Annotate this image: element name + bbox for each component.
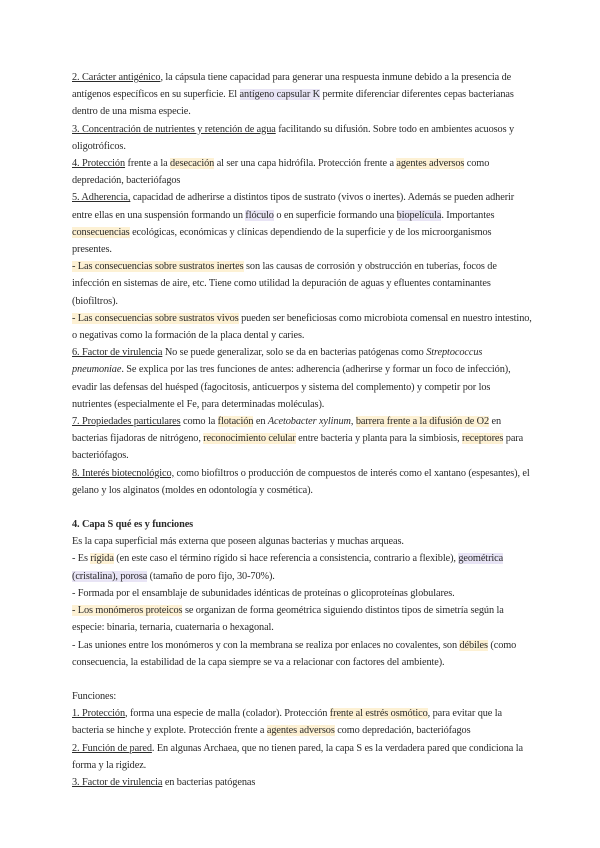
- highlight: receptores: [462, 433, 504, 445]
- highlight: antígeno capsular K: [239, 89, 320, 101]
- highlight: flotación: [217, 416, 254, 428]
- highlight: biopelícula: [396, 209, 442, 221]
- highlight: flóculo: [245, 209, 274, 221]
- highlight: débiles: [459, 639, 488, 651]
- item-heading: 3. Factor de virulencia: [72, 776, 163, 788]
- item-heading: 7. Propiedades particulares: [72, 416, 181, 428]
- bullet-uniones: - Las uniones entre los monómeros y con la membrana se realiza por enlaces no covalentes, son débiles (como consecuencia, la estabilidad de la capa siempre se va a relacionar con factores del ambiente).: [72, 639, 517, 668]
- paragraph-interes-biotecnologico: 8. Interés biotecnológico, como biofiltros o producción de compuestos de interés como el xantano (espesantes), el gelano y los alginatos (moldes en odontología y cosmética).: [72, 467, 530, 496]
- highlight: - Las consecuencias sobre sustratos inertes: [72, 261, 244, 273]
- paragraph-concentracion-nutrientes: 3. Concentración de nutrientes y retención de agua facilitando su difusión. Sobre todo en ambientes acuosos y oligotróficos.: [72, 123, 515, 152]
- paragraph-propiedades-particulares: 7. Propiedades particulares como la flotación en Acetobacter xylinum, barrera frente a la difusión de O2 en bacterias fijadoras de nitrógeno, reconocimiento celular entre bacteria y planta para la simbiosis, receptores para bacteriófagos.: [72, 416, 524, 462]
- species-name: Acetobacter xylinum: [267, 416, 351, 428]
- spacer: [72, 499, 532, 516]
- paragraph-sustratos-vivos: - Las consecuencias sobre sustratos vivos pueden ser beneficiosas como microbiota comensal en nuestro intestino, o negativas como la formación de la placa dental y caries.: [72, 312, 532, 342]
- funcion-proteccion: 1. Protección, forma una especie de malla (colador). Protección frente al estrés osmótico, para evitar que la bacteria se hinche y explote. Protección frente a agentes adversos como depredación, bacteriófagos: [72, 708, 502, 737]
- highlight: desecación: [170, 158, 215, 170]
- item-heading: 8. Interés biotecnológico,: [72, 467, 175, 479]
- bullet-monomeros: - Los monómeros proteicos se organizan de forma geométrica siguiendo distintos tipos de simetría según la especie: binaria, ternaria, cuaternaria o hexagonal.: [72, 605, 504, 634]
- highlight: reconocimiento celular: [203, 433, 296, 445]
- item-heading: 2. Carácter antigénico: [72, 72, 161, 83]
- item-heading: 2. Función de pared: [72, 742, 152, 754]
- highlight: agentes adversos: [396, 158, 465, 170]
- paragraph-caracter-antigenico: 2. Carácter antigénico, la cápsula tiene capacidad para generar una respuesta inmune debido a la presencia de antígenos específicos en su superficie. El antígeno capsular K permite diferenciar diferentes cepas bacterianas dentro de una misma especie.: [72, 72, 514, 118]
- highlight: - Los monómeros proteicos: [72, 605, 183, 617]
- highlight: consecuencias: [72, 226, 130, 238]
- highlight: rígida: [90, 553, 114, 565]
- species-name: Streptococcus pneumoniae: [72, 347, 483, 376]
- bullet-rigida: - Es rígida (en este caso el término rígido si hace referencia a consistencia, contrario a flexible), geométrica (cristalina), porosa (tamaño de poro fijo, 30-70%).: [72, 553, 504, 582]
- paragraph-proteccion: 4. Protección frente a la desecación al ser una capa hidrófila. Protección frente a agentes adversos como depredación, bacteriófagos: [72, 158, 490, 187]
- highlight: agentes adversos: [266, 725, 335, 737]
- highlight: frente al estrés osmótico: [329, 708, 428, 720]
- section-intro: Es la capa superficial más externa que poseen algunas bacterias y muchas arqueas.: [72, 536, 404, 548]
- document-content: [72, 69, 532, 791]
- bullet-subunidades: - Formada por el ensamblaje de subunidades idénticas de proteínas o glicoproteínas globulares.: [72, 587, 455, 599]
- item-heading: 3. Concentración de nutrientes y retención de agua: [72, 123, 276, 135]
- item-heading: 5. Adherencia,: [72, 192, 131, 204]
- funcion-pared: 2. Función de pared. En algunas Archaea, que no tienen pared, la capa S es la verdadera pared que condiciona la forma y la rigidez.: [72, 742, 523, 771]
- funciones-title: Funciones:: [72, 690, 117, 702]
- paragraph-sustratos-inertes: - Las consecuencias sobre sustratos inertes son las causas de corrosión y obstrucción en tuberías, focos de infección en sistemas de aire, etc. Tiene como utilidad la depuración de aguas y efluentes contaminantes (biofiltros).: [72, 261, 497, 307]
- spacer: [72, 671, 532, 688]
- item-heading: 1. Protección: [72, 708, 126, 720]
- item-heading: 4. Protección: [72, 158, 126, 170]
- item-heading: 6. Factor de virulencia: [72, 347, 163, 359]
- highlight: geométrica (cristalina), porosa: [72, 553, 504, 582]
- highlight: - Las consecuencias sobre sustratos vivos: [72, 312, 239, 324]
- paragraph-factor-virulencia: 6. Factor de virulencia No se puede generalizar, solo se da en bacterias patógenas como Streptococcus pneumoniae. Se explica por las tres funciones de antes: adherencia (adherirse y formar un foco de infección), evadir las defensas del huésped (fagocitosis, anticuerpos y sistema del complemento) y competir por los nutrientes (especialmente el Fe, para determinadas moléculas).: [72, 347, 511, 410]
- section-heading-capa-s: 4. Capa S qué es y funciones: [72, 519, 194, 531]
- paragraph-adherencia: 5. Adherencia, capacidad de adherirse a distintos tipos de sustrato (vivos o inertes). Además se pueden adherir entre ellas en una suspensión formando un flóculo o en superficie formando una biopelícula. Importantes consecuencias ecológicas, económicas y clínicas dependiendo de la superficie y de los microorganismos presentes.: [72, 192, 515, 256]
- highlight: barrera frente a la difusión de O2: [355, 416, 490, 428]
- funcion-virulencia: 3. Factor de virulencia en bacterias patógenas: [72, 776, 256, 788]
